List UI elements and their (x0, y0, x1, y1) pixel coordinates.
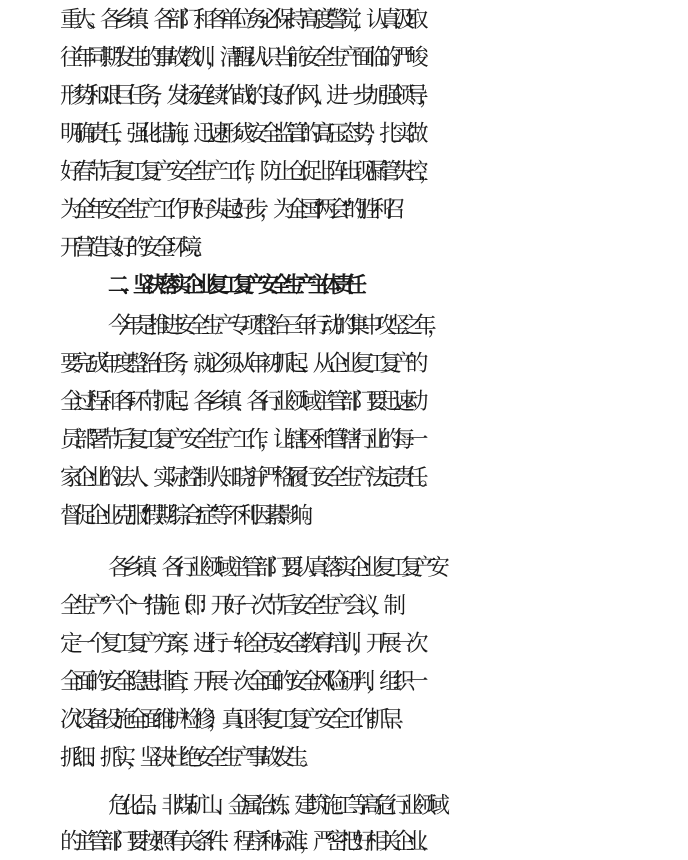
body-line: 往年同期发生的事故教训，清醒认识当前安全生产面临的严峻 (60, 45, 420, 71)
body-line: 为全年安全生产工作开好头起好步，为全国“两会”的胜利召 (60, 197, 397, 223)
body-line: 家企业的法人、实际控制人知晓并严格履行安全生产法定责任。 (60, 465, 433, 491)
paragraph-first-line: 各乡镇、各行业领域主管部门要认真落实企业复工复产安 (108, 555, 441, 581)
section-heading: 二、坚决落实企业复工复产安全生产主体责任 (108, 273, 359, 298)
body-line: 好春节后复工复产安全生产工作，防止仓促上阵出现漏管失控， (60, 159, 433, 185)
paragraph-first-line: 今年是推进安全生产专项整治三年行动的集中攻坚之年， (108, 313, 441, 339)
body-line: 全过程和各环节抓起。各乡镇、各行业领域主管部门要迅速动 (60, 389, 420, 415)
body-line: 明确责任，强化措施，迅速形成安全监管的高压态势，扎实做 (60, 121, 420, 147)
body-line: 全面的安全隐患排查，开展一次全面的安全风险研判，组织一 (60, 669, 420, 695)
body-line: 的主管部门要按照有关条件、程序和标准，严密把好相关企业、 (60, 829, 433, 855)
body-line: 次设备设施全面维护检修），真正将复工复产安全工作抓早、 (60, 707, 408, 733)
paragraph-first-line: 危化品、非煤矿山、金属冶炼、建筑施工等高危行业领域 (108, 793, 441, 819)
body-line: 形势和艰巨任务，发扬连续作战的良好作风，进一步加强领导， (60, 83, 433, 109)
body-line: 开营造良好的安全环境。 (60, 235, 207, 261)
body-line: 要完成年度整治任务，就必须从年初抓起、从企业复工复产的 (60, 351, 420, 377)
body-line: 全生产“六个一”措施（即：开好一次节后安全生产会议，制 (60, 593, 397, 619)
body-line: 定一个复工复产方案，进行一轮全员安全教育培训，开展一次 (60, 631, 420, 657)
body-line: 抓细、抓实，坚决杜绝安全生产事故发生。 (60, 745, 313, 771)
body-line: 员部署节后复工复产安全生产工作，让辖区和管辖行业的每一 (60, 427, 420, 453)
body-line: 督促企业克服“假期综合症”等不利因素影响。 (60, 503, 317, 529)
body-line: 重大。各乡镇、各部门和各单位务必保持高度警觉，认真汲取 (60, 7, 420, 33)
